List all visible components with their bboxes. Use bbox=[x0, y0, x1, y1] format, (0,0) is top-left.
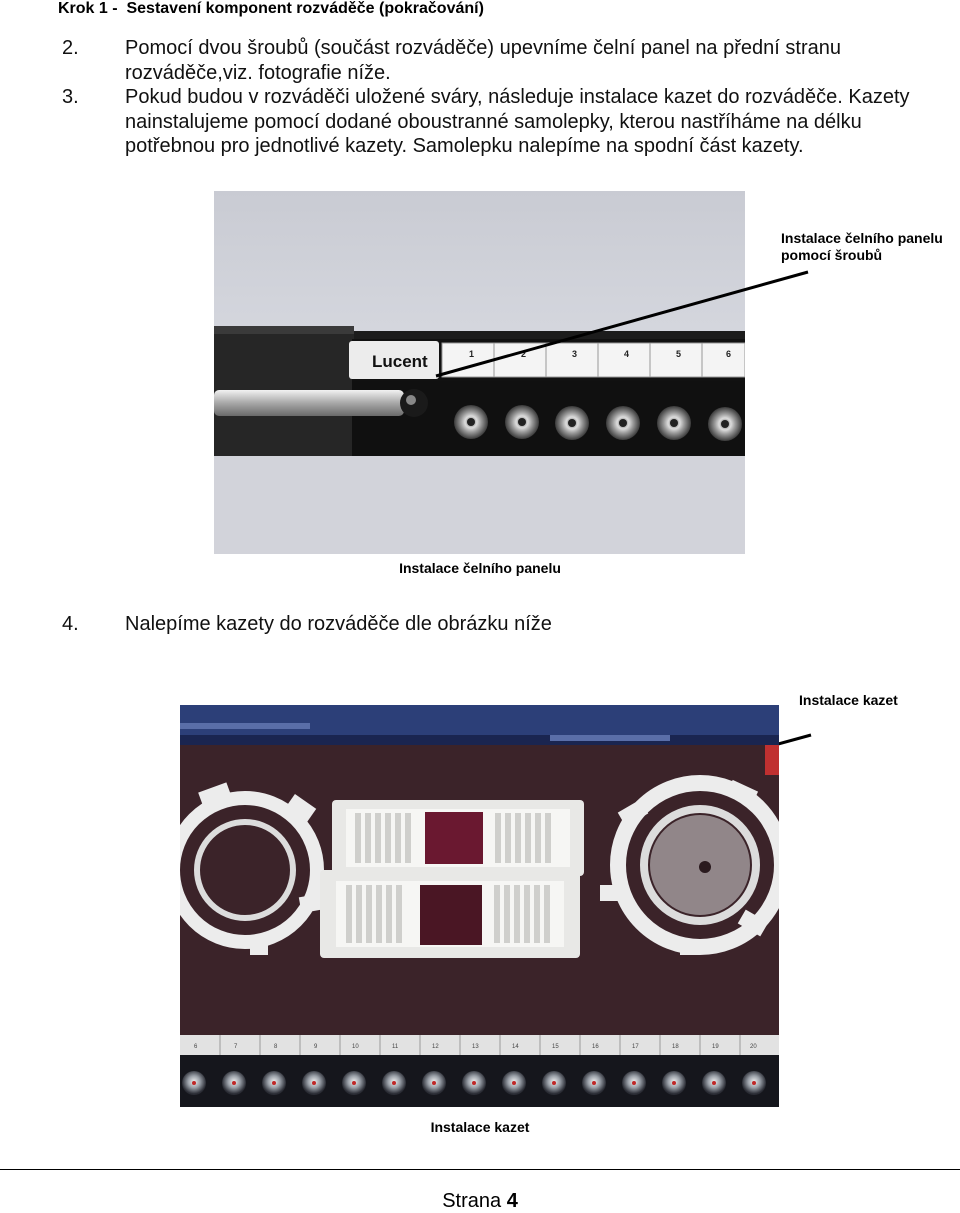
step-text: Pokud budou v rozváděči uložené sváry, následuje instalace kazet do rozváděče. Kazety nainstalujeme pomocí dodané oboustranné samolepky, kterou nastříháme na délku potřebnou pro jednotlivé kazety. Samolepku nalepíme na spodní část kazety. bbox=[125, 86, 910, 157]
cassette-photo bbox=[180, 705, 779, 1107]
step-number: 3. bbox=[62, 86, 79, 108]
port-number: 9 bbox=[314, 1044, 318, 1050]
step-text: Nalepíme kazety do rozváděče dle obrázku níže bbox=[125, 613, 552, 635]
port-number: 6 bbox=[194, 1044, 198, 1050]
callout-cassette: Instalace kazet bbox=[799, 692, 898, 708]
header-title: Sestavení komponent rozváděče (pokračování) bbox=[126, 0, 484, 17]
callout-line-1: Instalace čelního panelu bbox=[781, 230, 943, 246]
figure-1-caption: Instalace čelního panelu bbox=[399, 560, 561, 576]
callout-line-panel bbox=[436, 272, 808, 376]
port-number: 15 bbox=[552, 1044, 559, 1050]
page-number: 4 bbox=[506, 1190, 518, 1212]
port-number: 13 bbox=[472, 1044, 479, 1050]
port-number: 12 bbox=[432, 1044, 439, 1050]
footer-label: Strana bbox=[442, 1190, 502, 1212]
port-number: 11 bbox=[392, 1044, 399, 1050]
footer-divider bbox=[0, 1169, 960, 1170]
callout-front-panel bbox=[781, 230, 943, 264]
port-number: 10 bbox=[352, 1044, 359, 1050]
port-number: 2 bbox=[521, 349, 527, 359]
port-number: 7 bbox=[234, 1044, 238, 1050]
figure-2-caption: Instalace kazet bbox=[430, 1119, 530, 1135]
header-step: Krok 1 - bbox=[58, 0, 118, 17]
port-number: 17 bbox=[632, 1044, 639, 1050]
callout-line-2: pomocí šroubů bbox=[781, 247, 883, 263]
port-number: 4 bbox=[624, 349, 630, 359]
port-number: 1 bbox=[469, 349, 475, 359]
port-number: 6 bbox=[726, 349, 732, 359]
port-number: 8 bbox=[274, 1044, 278, 1050]
port-number: 20 bbox=[750, 1044, 757, 1050]
port-number: 19 bbox=[712, 1044, 719, 1050]
step-2-text: Pomocí dvou šroubů (součást rozváděče) upevníme čelní panel na přední stranu rozváděče,viz. fotografie níže. bbox=[125, 37, 841, 84]
port-number: 18 bbox=[672, 1044, 679, 1050]
port-number: 16 bbox=[592, 1044, 599, 1050]
port-number: 14 bbox=[512, 1044, 519, 1050]
step-number: 2. bbox=[62, 37, 79, 59]
step-number: 4. bbox=[62, 613, 79, 635]
port-number: 5 bbox=[676, 349, 682, 359]
lucent-logo: Lucent bbox=[372, 352, 428, 371]
port-number: 3 bbox=[572, 349, 578, 359]
